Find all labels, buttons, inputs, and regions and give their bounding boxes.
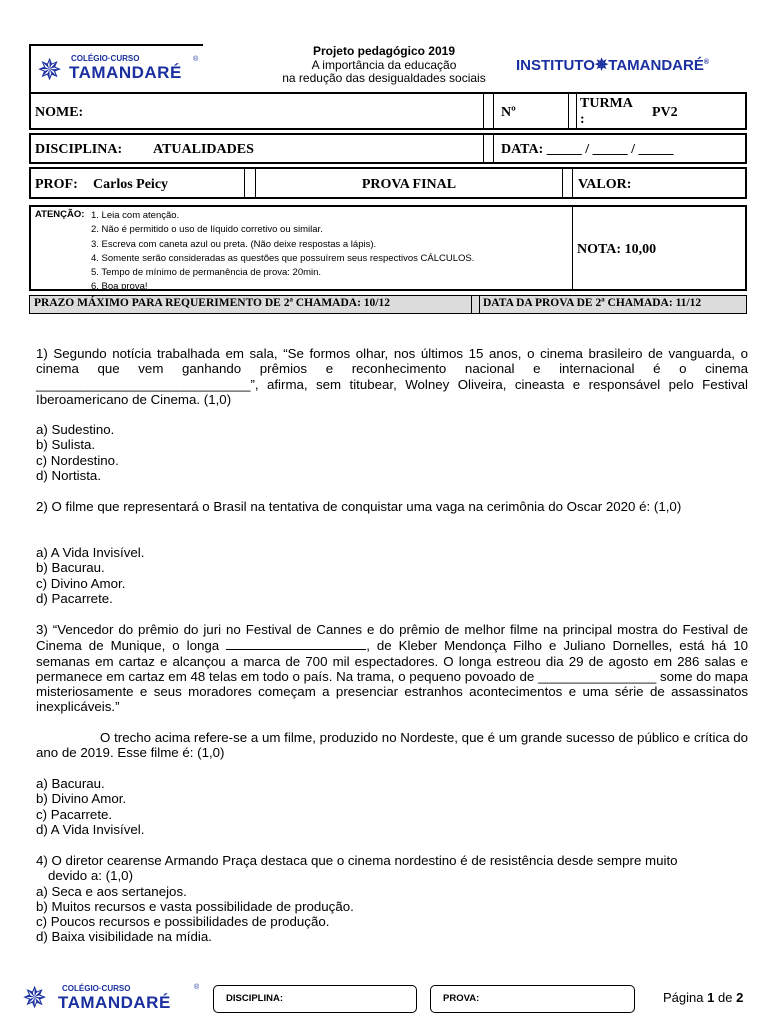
nota-label: NOTA: 10,00 [577, 242, 657, 257]
question-1-options [36, 422, 748, 483]
prova-label: PROVA FINAL [361, 177, 457, 192]
question-2-options [36, 545, 748, 606]
question-3-context [36, 730, 748, 761]
option[interactable]: d) Pacarrete. [36, 590, 113, 606]
attention-item: 1. Leia com atenção. [91, 210, 180, 221]
option[interactable]: b) Sulista. [36, 437, 96, 453]
attention-item: 6. Boa prova! [91, 281, 148, 293]
option[interactable]: c) Pacarrete. [36, 806, 113, 822]
footer-logo-main: TAMANDARÉ [58, 993, 171, 1012]
option[interactable]: c) Poucos recursos e possibilidades de produção. [36, 914, 330, 930]
project-line-2: A importância da educação [311, 57, 457, 72]
valor-label: VALOR: [578, 177, 632, 192]
disciplina-label: DISCIPLINA: [35, 142, 123, 157]
option[interactable]: b) Bacurau. [36, 560, 105, 576]
project-heading [229, 45, 539, 86]
question-text: 1) Segundo notícia trabalhada em sala, “Se formos olhar, nos últimos 15 anos, o cinema brasileiro de vanguarda, o cinema que vem ganhando prêmios e reconhecimento nacional e internacional é o cinema _____________________________”, afirma, sem titubear, Wolney Oliveira, cineasta e responsável pelo Festival Iberoamericano de Cinema. (1,0) [36, 346, 748, 407]
project-line-3: na redução das desigualdades sociais [282, 71, 486, 85]
numero-label: Nº [501, 105, 516, 120]
answer-blank[interactable] [226, 637, 366, 650]
logo-right [516, 55, 709, 75]
attention-list [91, 209, 474, 295]
data-prova-label: DATA DA PROVA DE 2ª CHAMADA: 11/12 [483, 297, 702, 309]
option[interactable]: a) Bacurau. [36, 776, 105, 791]
option[interactable]: b) Divino Amor. [36, 791, 127, 807]
logo-left-main: TAMANDARÉ [69, 63, 182, 82]
question-2 [36, 499, 748, 514]
question-text: 2) O filme que representará o Brasil na tentativa de conquistar uma vaga na cerimônia do Oscar 2020 é: (1,0) [36, 499, 682, 514]
star-icon: ✵ [37, 54, 63, 87]
option[interactable]: d) Baixa visibilidade na mídia. [36, 929, 212, 945]
option[interactable]: a) Sudestino. [36, 422, 115, 437]
attention-item: 5. Tempo de mínimo de permanência de prova: 20min. [91, 267, 322, 279]
option[interactable]: c) Divino Amor. [36, 575, 126, 591]
question-text: devido a: (1,0) [48, 868, 134, 884]
page-number: Página 1 de 2 [663, 990, 744, 1005]
star-icon: ✵ [22, 982, 48, 1015]
logo-reg: ® [194, 984, 200, 991]
option[interactable]: d) A Vida Invisível. [36, 821, 145, 837]
question-text: 3) “Vencedor do prêmio do juri no Festival de Cannes e do prêmio de melhor filme na principal mostra do Festival de Cinema de Munique, o longa , de Kleber Mendonça Filho e Juliano Dornelles, está há 10 semanas em cartaz e alcançou a marca de 700 mil espectadores. O longa estreou dia 29 de agosto em 286 salas e permanece em cartaz em 48 telas em todo o país. Na trama, o pequeno povoado de ________________ some do mapa misteriosamente e seus moradores começam a presenciar estranhos acontecimentos e uma série de assassinatos inexplicáveis.” [36, 622, 748, 715]
question-text: O trecho acima refere-se a um filme, produzido no Nordeste, que é um grande sucesso de público e crítica do ano de 2019. Esse filme é: (1,0) [36, 730, 748, 761]
question-text: 4) O diretor cearense Armando Praça destaca que o cinema nordestino é de resistência desde sempre muito [36, 853, 678, 868]
option[interactable]: a) Seca e aos sertanejos. [36, 883, 187, 899]
prof-value: Carlos Peicy [93, 177, 169, 192]
turma-label: TURMA [580, 96, 633, 111]
logo-reg: ® [193, 56, 199, 63]
turma-value: PV2 [652, 105, 678, 120]
disciplina-value: ATUALIDADES [153, 142, 254, 157]
nome-label: NOME: [35, 105, 84, 120]
footer-prova-box[interactable]: PROVA: [430, 985, 635, 1013]
attention-item: 4. Somente serão consideradas as questões que possuírem seus respectivos CÁLCULOS. [91, 252, 475, 264]
star-icon: ✵ [594, 57, 609, 74]
disciplina-row [29, 133, 747, 164]
question-3-options [36, 776, 748, 837]
footer-logo-top: COLÉGIO·CURSO [62, 984, 131, 993]
option[interactable]: a) A Vida Invisível. [36, 545, 145, 560]
question-4 [36, 853, 748, 945]
prof-label: PROF: [35, 177, 78, 192]
header-logo-box [29, 44, 203, 92]
header [29, 44, 747, 92]
prazo-label: PRAZO MÁXIMO PARA REQUERIMENTO DE 2ª CHAMADA: 10/12 [34, 297, 391, 309]
option[interactable]: c) Nordestino. [36, 452, 119, 468]
logo-right-a: INSTITUTO [516, 57, 595, 74]
option[interactable]: b) Muitos recursos e vasta possibilidade de produção. [36, 898, 354, 914]
attention-item: 2. Não é permitido o uso de líquido corretivo ou similar. [91, 224, 323, 236]
prof-row [29, 167, 747, 199]
option[interactable]: d) Nortista. [36, 467, 102, 483]
turma-colon: : [580, 112, 585, 127]
attention-label: ATENÇÃO: [35, 209, 85, 220]
project-title: Projeto pedagógico 2019 [312, 44, 456, 58]
logo-left-top: COLÉGIO·CURSO [71, 54, 140, 63]
data-label: DATA: _____ / _____ / _____ [501, 142, 674, 157]
attention-box [29, 205, 747, 291]
logo-reg: ® [703, 59, 710, 66]
footer-disciplina-box[interactable]: DISCIPLINA: [213, 985, 417, 1013]
logo-right-b: TAMANDARÉ [608, 57, 704, 74]
footer-logo [22, 982, 206, 1018]
deadline-row [29, 295, 747, 314]
question-1 [36, 346, 748, 407]
name-row [29, 92, 747, 130]
attention-item: 3. Escreva com caneta azul ou preta. (Não deixe respostas a lápis). [91, 238, 377, 250]
question-3 [36, 622, 748, 715]
